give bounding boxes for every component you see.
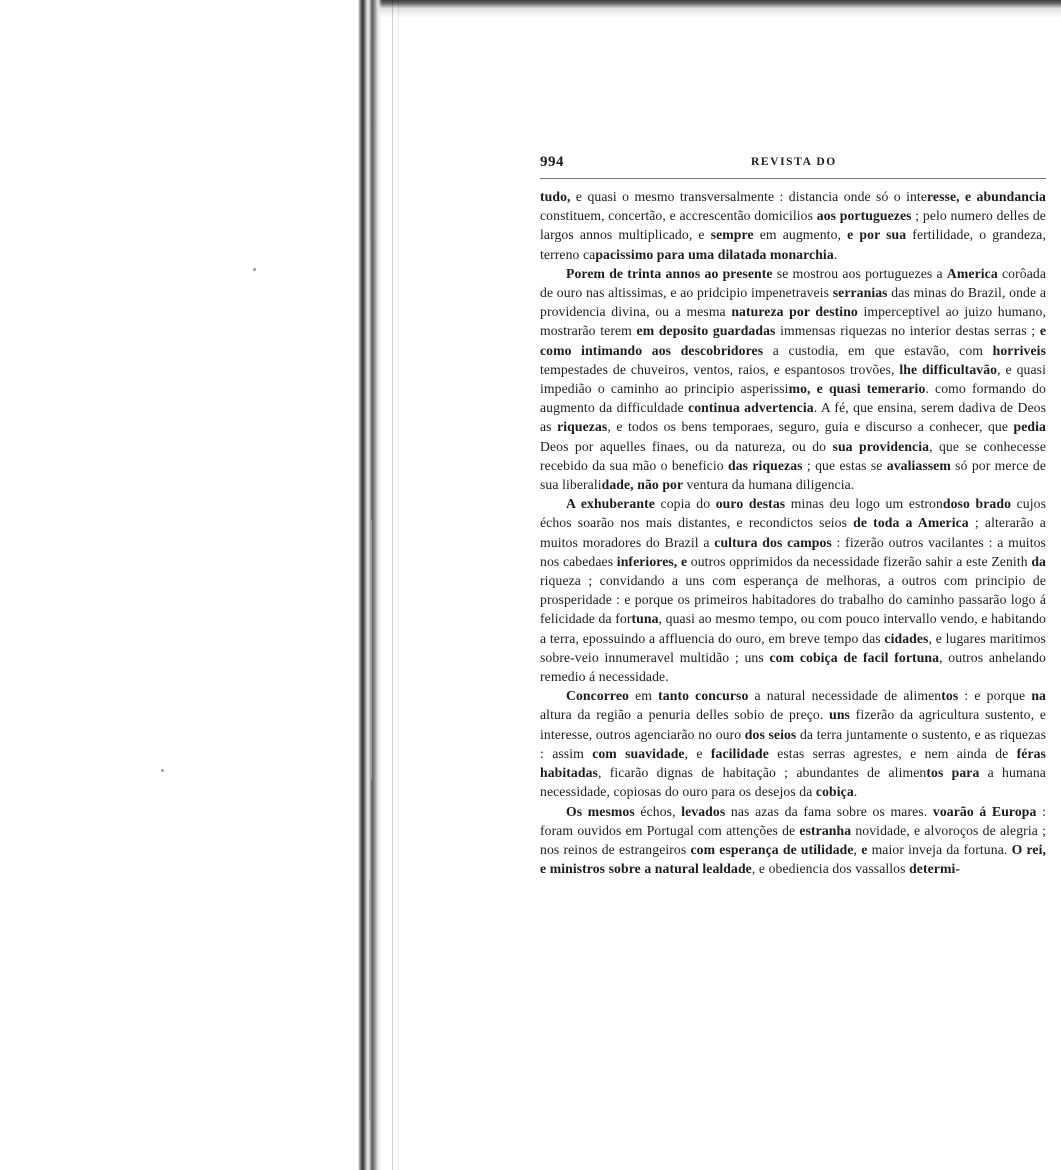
bold-run: inferiores, e <box>616 553 691 569</box>
bold-run: A exhuberante <box>566 496 661 512</box>
bold-run: riquezas <box>557 419 608 435</box>
text-run: , e lugares maritimos sobre-veio innumeravel multidão ; uns <box>540 630 1046 665</box>
text-run: só por merce de sua liberali <box>540 457 1047 493</box>
text-run: Deos por aquelles finaes, ou da natureza, ou do <box>540 438 833 454</box>
text-run: copia do <box>660 496 716 512</box>
bold-run: Os mesmos <box>566 803 641 819</box>
bold-run: com esperança de utilidade <box>690 841 854 857</box>
text-run: quasi o mesmo transversalmente : distancia onde só o inte <box>587 189 927 204</box>
text-run: a natural necessidade de alimen <box>754 688 942 704</box>
scan-top-edge <box>370 0 1061 8</box>
bold-run: determi- <box>909 861 961 877</box>
text-run: tando a terra, epossuindo a affluencia do ouro, em breve tempo das <box>540 611 1046 646</box>
bold-run: serranias <box>832 285 892 301</box>
text-run: : foram ouvidos em Portugal com attenções de <box>540 803 1046 838</box>
text-run: , e quasi impedião o caminho ao principio asperissi <box>540 361 1046 397</box>
bold-run: ouro destas <box>715 496 791 512</box>
text-run: tadores do trabalho do caminho passarão logo á felicidade da for <box>540 592 1046 627</box>
bold-run: pedia <box>1013 419 1046 435</box>
text-run: em <box>635 688 659 704</box>
bold-run: nistros sobre a natural lealdade <box>565 861 752 877</box>
text-run: . A fé, que ensina, serem dadiva de Deos as <box>540 400 1046 435</box>
bold-run: doso brado <box>942 496 1017 512</box>
text-run: , e todos os bens temporaes, seguro, guia e discurso a co <box>607 419 943 435</box>
text-run: outros com principio de prosperidade : e porque os primeiros habi <box>540 573 1046 608</box>
text-run: tempestades de chuveiros, ventos, raios, e espantosos trovões, <box>540 361 900 377</box>
text-run: minas deu logo um estron <box>790 496 943 512</box>
text-run: maior inveja da fortuna. <box>871 841 1012 857</box>
text-run: ouro <box>715 726 745 742</box>
bold-run: horriveis <box>992 342 1046 358</box>
bold-run: na <box>1031 688 1046 704</box>
gutter-line <box>392 0 393 1170</box>
text-run: altura da região a penuria delles sobio de preço. <box>540 707 830 723</box>
scan-speck <box>161 769 164 772</box>
page-number: 994 <box>540 154 564 170</box>
scan-top-shadow <box>370 8 1061 18</box>
text-run: nhecer, que <box>942 419 1014 435</box>
paragraph <box>540 187 1046 264</box>
bold-run: lhe difficultavão <box>899 361 998 377</box>
paragraph <box>540 264 1046 494</box>
bold-run: tudo, <box>540 189 576 204</box>
text-run: . <box>853 784 858 800</box>
page-header <box>540 150 1046 178</box>
bold-run: O rei, e mi <box>540 841 1046 877</box>
text-run: riqueza ; convidando a uns com esperança de melhoras, a <box>540 573 902 589</box>
bold-run: levados <box>681 803 731 819</box>
paragraph <box>540 686 1046 801</box>
gutter-line <box>398 0 399 1170</box>
text-run: fertilidade, o grandeza, terreno ca <box>540 227 1046 262</box>
bold-run: e <box>861 841 872 857</box>
bold-run: tos para <box>926 765 988 781</box>
bold-run: natureza por destino <box>731 304 864 320</box>
bold-run: com suavidade <box>592 745 685 761</box>
bold-run: das riquezas <box>727 457 803 473</box>
text-run: cujos échos soarão nos mais distantes, e recondictos seios <box>540 496 1047 531</box>
body-text <box>540 187 1046 878</box>
text-run: ; que estas se <box>802 457 887 473</box>
bold-run: tura dos campos <box>732 534 832 550</box>
bold-run: cul <box>714 534 733 550</box>
text-run: novidade, e alvoroços de alegria ; nos reinos de estrangeiros <box>540 822 1046 857</box>
text-run: . como formando do augmento da difficuldade <box>540 381 1046 416</box>
bold-run: de toda a America <box>853 515 969 531</box>
text-run: , e obediencia dos vassallos <box>751 861 910 877</box>
text-run: outros opprimidos da necessidade fizerão sahir a este <box>690 553 992 569</box>
text-run: constituem, concertão, e accrescentão domicilios <box>540 208 817 224</box>
gutter-streak <box>371 520 372 780</box>
text-run: ; pelo numero delles de largos annos multiplicado, e <box>540 208 1046 243</box>
paragraph <box>540 494 1046 686</box>
text-run: , ficarão dignas de habitação ; abundantes de alimen <box>597 765 927 781</box>
bold-run: e por sua <box>847 227 913 243</box>
text-run: , que se conhecesse recebido da sua mão o beneficio <box>540 438 1046 473</box>
bold-run: da <box>1031 553 1046 569</box>
text-run: corôada de ouro nas altissimas, e ao pridcipio impenetraveis <box>540 265 1046 301</box>
bold-run: pacissimo para uma dilatada monarchia <box>595 246 834 262</box>
bold-run: cidades <box>884 630 929 646</box>
bold-run: com cobiça de facil fortuna <box>769 649 940 665</box>
bold-run: uns <box>829 707 856 723</box>
bold-run: tos <box>941 688 959 704</box>
text-run: ventura da humana diligencia. <box>686 477 855 493</box>
text-run: fizerão da agricultura sustento, e interesse, outros agenciarão no <box>540 707 1047 742</box>
bold-run: facilidade <box>710 745 778 761</box>
text-run: em augmento, <box>759 227 848 243</box>
text-run: nas azas da fama sobre os mares. <box>730 803 933 819</box>
bold-run: resse, e abundancia <box>927 189 1046 204</box>
bold-run: féras habitadas <box>540 745 1046 781</box>
gutter-streak <box>369 880 370 1120</box>
text-run: ; alterarão a muitos moradores do Brazil a <box>540 515 1046 550</box>
text-run: . <box>833 246 838 262</box>
bold-run: continua advertencia <box>688 400 814 416</box>
text-run: , outros anhelando remedio á necessidade. <box>540 649 1046 685</box>
gutter-streak <box>370 40 371 240</box>
text-run: Zenith <box>991 553 1032 569</box>
bold-run: dos seios <box>744 726 800 742</box>
bold-run: dade, não por <box>601 477 687 493</box>
text-run: : fizerão outros vacilantes : a muitos nos cabedaes <box>540 534 1046 569</box>
text-run: immensas riquezas no interior destas serras ; <box>780 323 1040 339</box>
text-run: , e <box>684 745 711 761</box>
running-head: REVISTA DO <box>751 156 837 168</box>
bold-run: sempre <box>710 227 760 243</box>
bold-run: e como intimando aos descobridores <box>540 323 1046 358</box>
text-run: : e porque <box>958 688 1032 704</box>
bold-run: Concorreo <box>566 688 636 704</box>
bold-run: America <box>946 265 1002 281</box>
text-run: se mostrou aos portuguezes a <box>776 265 947 281</box>
bold-run: voarão á Europa <box>932 803 1037 819</box>
bold-run: tuna <box>631 611 659 627</box>
text-run: échos, <box>640 803 682 819</box>
bold-run: sua providencia <box>832 438 930 454</box>
header-rule <box>540 178 1046 179</box>
text-run: a custodia, em que estavão, com <box>772 342 993 358</box>
text-run: da terra juntamente o sustento, e as riquezas : assim <box>540 726 1046 761</box>
paragraph <box>540 802 1046 879</box>
bold-run: aos portuguezes <box>816 208 912 224</box>
scan-speck <box>253 268 256 271</box>
text-run: das minas do Brazil, onde a providencia divina, ou a mesma <box>540 285 1047 320</box>
bold-run: cobiça <box>815 784 854 800</box>
bold-run: mo, e <box>788 381 829 397</box>
text-run: imperceptivel ao juizo humano, mostrarão terem <box>540 304 1046 339</box>
text-run: , quasi ao mesmo tempo, ou com pouco intervallo vendo, e habi <box>658 611 1016 627</box>
text-run: a humana necessidade, copiosas do ouro para os desejos da <box>540 765 1046 800</box>
bold-run: Porem de trinta annos ao presente <box>566 265 777 281</box>
bold-run: avaliassem <box>886 457 956 473</box>
text-run: e <box>575 189 588 204</box>
text-run: , <box>853 841 862 857</box>
bold-run: em deposito guardadas <box>636 323 781 339</box>
text-run: estas serras agrestes, e nem ainda de <box>777 745 1017 761</box>
bold-run: quasi temerario <box>828 381 926 397</box>
bold-run: tanto concurso <box>658 688 755 704</box>
bold-run: estranha <box>799 822 856 838</box>
